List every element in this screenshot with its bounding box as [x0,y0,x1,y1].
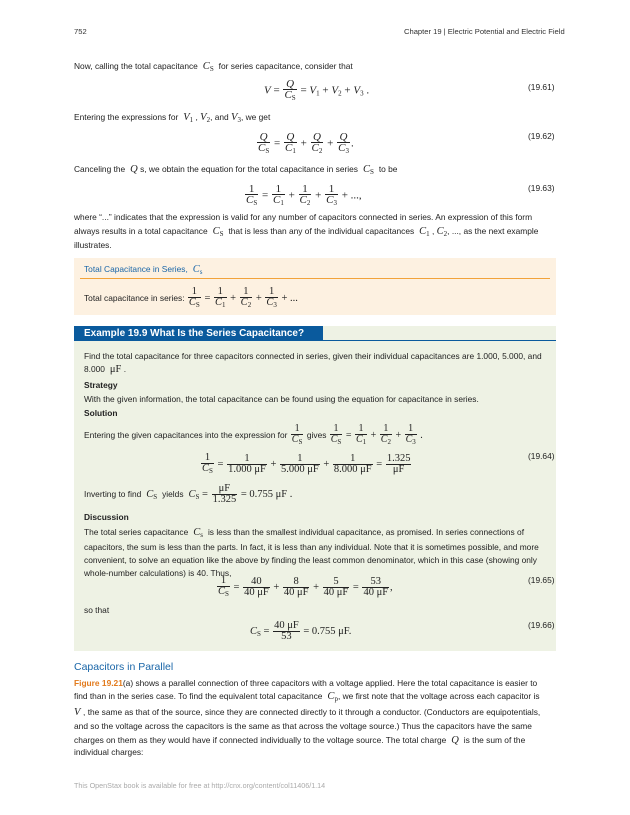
intro-line-3: Canceling the Q s, we obtain the equation for the total capacitance in series $C_S$ to be [74,164,398,176]
equation-19-65: $\frac{1}{C_S}$ = $\frac{40}{40 \mu F}$ + $\frac{8}{40 \mu F}$ + $\frac{5}{40 \mu F}$ = $\frac{53}{40 \mu F}$ , [218,575,393,598]
eq5-den-2: 40 [283,587,295,598]
discussion-l2: capacitors, the sum is less than the parts. In fact, it is less than any individual. Note that it is sometimes possible, and more [84,542,539,552]
callout-title-text: Total Capacitance in Series, [84,264,188,274]
equation-number-19-66: (19.66) [528,620,555,630]
discussion-l4: whole-number calculations) is 40. Thus, [84,568,232,578]
eq5-num-4: 53 [362,577,389,588]
intro-paragraph-l2: always results in a total capacitance $C_S$ that is less than any of the individual capacitances $C_1$ , $C_2$, ..., as the next example [74,226,539,238]
callout-formula: Total capacitance in series: $\frac{1}{C_S}$ = $\frac{1}{C_1}$ + $\frac{1}{C_2}$ + $\frac{1}{C_3}$ + ... [84,286,298,309]
equation-19-64: $\frac{1}{C_S}$ = $\frac{1}{1.000 \mu F}$ + $\frac{1}{5.000 \mu F}$ + $\frac{1}{8.000 \mu F}$ = $\frac{1.325}{\mu F}$ [202,452,411,475]
callout-divider [80,278,550,279]
parallel-l5-pre: charges on them as they would have if connected individually to the voltage source. The total charge [74,735,447,745]
invert-result: = 0.755 [240,488,273,500]
equation-19-62: $\frac{Q}{C_S}$ = $\frac{Q}{C_1}$ + $\frac{Q}{C_2}$ + $\frac{Q}{C_3}$ . [258,131,354,155]
chapter-title: Chapter 19 | Electric Potential and Electric Field [404,27,565,36]
intro-paragraph-l2-mid: that is less than any of the individual capacitances [228,226,415,236]
intro-line-3-pre: Canceling the [74,164,126,174]
callout-label: Total capacitance in series: [84,292,185,303]
invert-line: Inverting to find $C_S$ yields $C_S$ = $\frac{\mu F}{1.325}$ = 0.755 μF . [84,483,293,505]
eq6-denominator: 53 [281,631,292,642]
parallel-l3-post: , the same as that of the source, since they are connected directly to it through a conductor. (Conductors are equipotentials, [83,707,541,717]
intro-paragraph-l1: where “...” indicates that the expression is valid for any number of capacitors connected in series. An expression of this form [74,212,533,222]
discussion-l1: The total series capacitance $C_s$ is less than the smallest individual capacitance, as promised. In series connections of [84,527,525,539]
eq5-den-3: 40 [323,587,335,598]
callout-title: Total Capacitance in Series, $C_s$ [84,264,203,276]
invert-pre: Inverting to find [84,488,142,499]
parallel-l2-post: , we first note that the voltage across each capacitor is [337,691,540,701]
eq6-result: = 0.755 [303,625,336,637]
solution-line-1-pre: Entering the given capacitances into the expression for [84,429,288,440]
intro-line-3-post: to be [378,164,398,174]
equation-number-19-64: (19.64) [528,451,555,461]
parallel-l6: individual charges: [74,747,144,757]
eq5-num-1: 40 [243,577,270,588]
intro-line-3-mid: s, we obtain the equation for the total capacitance in series [140,164,358,174]
strategy-heading: Strategy [84,380,118,390]
intro-line-2-and: , and [210,112,229,122]
figure-link[interactable]: Figure 19.21 [74,678,123,688]
equation-number-19-62: (19.62) [528,131,555,141]
discussion-l1-pre: The total series capacitance [84,527,189,537]
equation-number-19-61: (19.61) [528,82,555,92]
intro-line-1-pre: Now, calling the total capacitance [74,61,198,71]
section-heading-parallel: Capacitors in Parallel [74,661,174,673]
equation-number-19-65: (19.65) [528,575,555,585]
solution-heading: Solution [84,408,118,418]
discussion-l1-post: is less than the smallest individual capacitance, as promised. In series connections of [207,527,525,537]
equation-19-61: V = $\frac{Q}{C_S}$ = $V_1 + V_2 + V_3$ . [264,78,370,102]
equation-19-63: $\frac{1}{C_S}$ = $\frac{1}{C_1}$ + $\frac{1}{C_2}$ + $\frac{1}{C_3}$ + ..., [246,183,362,207]
example-problem-l1: Find the total capacitance for three capacitors connected in series, given their individual capacitances are 1.000, 5.000, and [84,351,542,361]
equation-19-66: $C_S$ = $\frac{40 \mu F}{53}$ = 0.755 μF. [250,620,352,642]
example-problem-value: 8.000 [84,364,105,374]
so-that: so that [84,605,110,615]
discussion-heading: Discussion [84,512,129,522]
parallel-l2: find than in the series case. To find the equivalent total capacitance $C_p$, we first note that the voltage across each capacitor is [74,691,540,703]
intro-line-2: Entering the expressions for $V_1$ , $V_2$, and $V_3$, we get [74,112,271,124]
solution-line-1-mid: gives [306,429,327,440]
invert-denominator: 1.325 [212,494,237,505]
strategy-text: With the given information, the total capacitance can be found using the equation for capacitance in series. [84,394,479,404]
example-problem-l2: 8.000 μF . [84,364,127,375]
intro-paragraph-l3: illustrates. [74,240,112,250]
eq5-den-1: 40 [244,587,255,598]
intro-line-2-pre: Entering the expressions for [74,112,179,122]
parallel-l5-post: is the sum of the [463,735,526,745]
parallel-l3: V , the same as that of the source, since they are connected directly to it through a conductor. (Conductors are equipotentials, [74,707,541,718]
eq4-value-3: 8.000 [333,464,358,475]
example-title: Example 19.9 What Is the Series Capacitance? [84,328,305,339]
footer-note: This OpenStax book is available for free at http://cnx.org/content/col11406/1.14 [74,781,326,790]
equation-number-19-63: (19.63) [528,183,555,193]
parallel-l2-pre: find than in the series case. To find the equivalent total capacitance [74,691,323,701]
eq4-value-2: 5.000 [281,464,305,475]
eq4-result: 1.325 [386,453,411,464]
eq5-den-4: 40 [363,587,374,598]
eq6-numerator: 40 [274,620,285,631]
example-title-rule [74,340,556,341]
eq5-num-3: 5 [323,577,350,588]
parallel-l1-post: (a) shows a parallel connection of three capacitors with a voltage applied. Here the total capacitance is easier to [122,678,538,688]
invert-mid: yields [162,488,184,499]
eq4-value-1: 1.000 [228,464,252,475]
intro-paragraph-l2-post: , ..., as the next example [447,226,539,236]
parallel-l4: and so the voltage across the capacitors is the same as that across the voltage source.) Thus the capacitors have the same [74,721,532,731]
eq5-num-2: 8 [283,577,310,588]
solution-line-1: Entering the given capacitances into the expression for $\frac{1}{C_S}$ gives $\frac{1}{C_S}$ = $\frac{1}{C_1}$ + $\frac{1}{C_2}$ + $\frac{1}{C_3}$ . [84,423,423,446]
unit-uF: μF [109,364,122,375]
intro-line-2-post: , we get [240,112,271,122]
intro-paragraph-l2-pre: always results in a total capacitance [74,226,208,236]
intro-line-1-post: for series capacitance, consider that [218,61,353,71]
intro-line-1: Now, calling the total capacitance $C_S$ for series capacitance, consider that [74,61,353,73]
parallel-l5: charges on them as they would have if connected individually to the voltage source. The total charge Q is the sum of the [74,735,526,746]
page-number: 752 [74,27,87,36]
discussion-l3: convenient, to solve an equation like the above by finding the least common denominator, which in this case (showing only [84,555,537,565]
